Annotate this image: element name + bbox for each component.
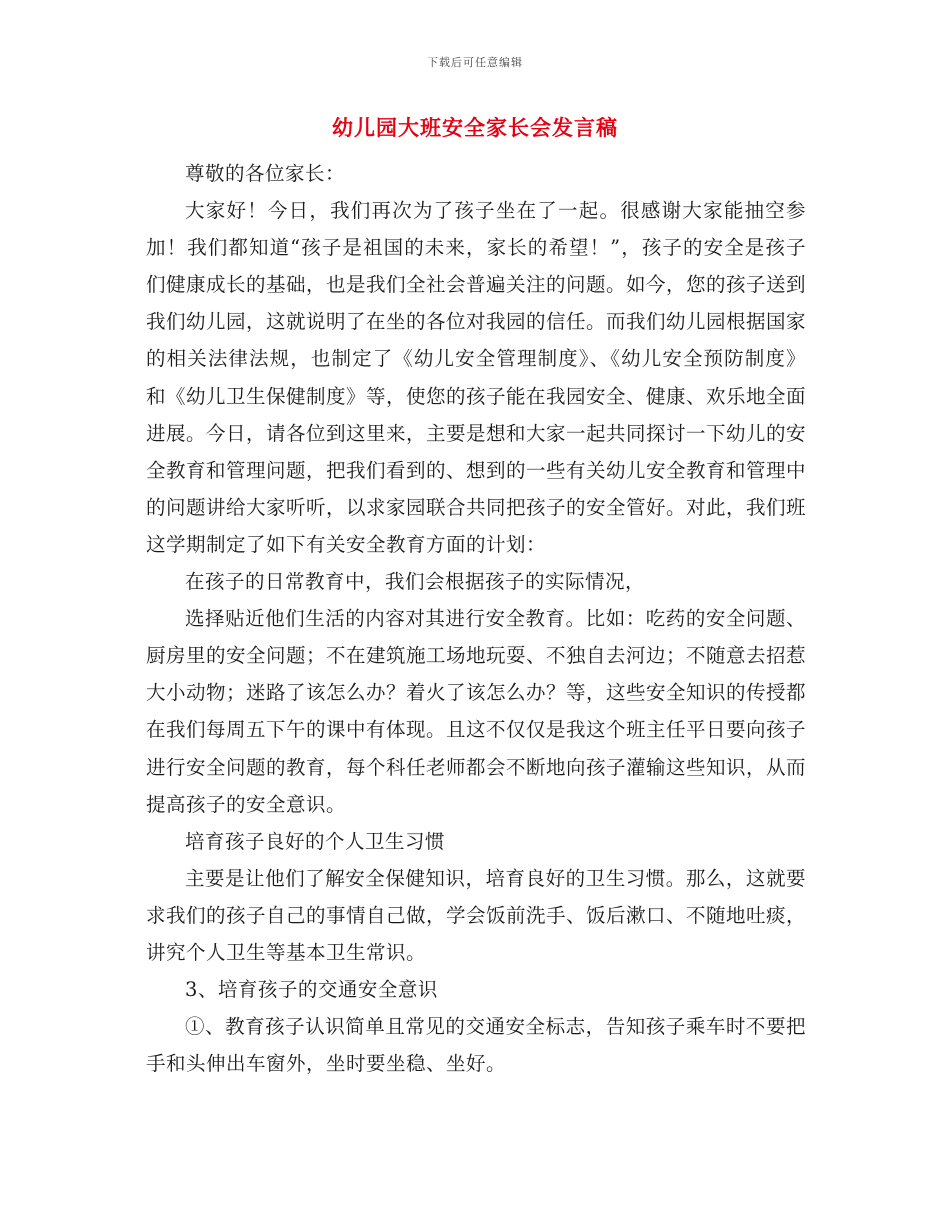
paragraph-daily-education: 在孩子的日常教育中，我们会根据孩子的实际情况， — [185, 570, 646, 594]
paragraph-traffic-heading: 3、培育孩子的交通安全意识 — [185, 978, 438, 1002]
header-note: 下载后可任意编辑 — [427, 56, 523, 69]
page-title: 幼儿园大班安全家长会发言稿 — [332, 115, 618, 140]
paragraph-hygiene-body: 主要是让他们了解安全保健知识，培育良好的卫生习惯。那么，这就要求我们的孩子自己的事情自己做，学会饭前洗手、饭后漱口、不随地吐痰，讲究个人卫生等基本卫生常识。 — [146, 866, 807, 964]
paragraph-safety-content: 选择贴近他们生活的内容对其进行安全教育。比如：吃药的安全问题、厨房里的安全问题；不在建筑施工场地玩耍、不独自去河边；不随意去招惹大小动物；迷路了该怎么办？着火了该怎么办？等，这些安全知识的传授都在我们每周五下午的课中有体现。且这不仅仅是我这个班主任平日要向孩子进行安全问题的教育，每个科任老师都会不断地向孩子灌输这些知识，从而提高孩子的安全意识。 — [146, 607, 807, 816]
paragraph-traffic-body: ①、教育孩子认识简单且常见的交通安全标志，告知孩子乘车时不要把手和头伸出车窗外，坐时要坐稳、坐好。 — [146, 1015, 806, 1076]
document-body — [146, 155, 806, 1082]
paragraph-intro: 大家好！今日，我们再次为了孩子坐在了一起。很感谢大家能抽空参加！我们都知道“孩子是祖国的未来，家长的希望！”，孩子的安全是孩子们健康成长的基础，也是我们全社会普遍关注的问题。如今，您的孩子送到我们幼儿园，这就说明了在坐的各位对我园的信任。而我们幼儿园根据国家的相关法律法规，也制定了《幼儿安全管理制度》、《幼儿安全预防制度》和《幼儿卫生保健制度》等，使您的孩子能在我园安全、健康、欢乐地全面进展。今日，请各位到这里来，主要是想和大家一起共同探讨一下幼儿的安全教育和管理问题，把我们看到的、想到的一些有关幼儿安全教育和管理中的问题讲给大家听听，以求家园联合共同把孩子的安全管好。对此，我们班这学期制定了如下有关安全教育方面的计划： — [146, 199, 807, 556]
paragraph-greeting: 尊敬的各位家长： — [185, 162, 346, 185]
paragraph-hygiene-heading: 培育孩子良好的个人卫生习惯 — [185, 829, 446, 853]
